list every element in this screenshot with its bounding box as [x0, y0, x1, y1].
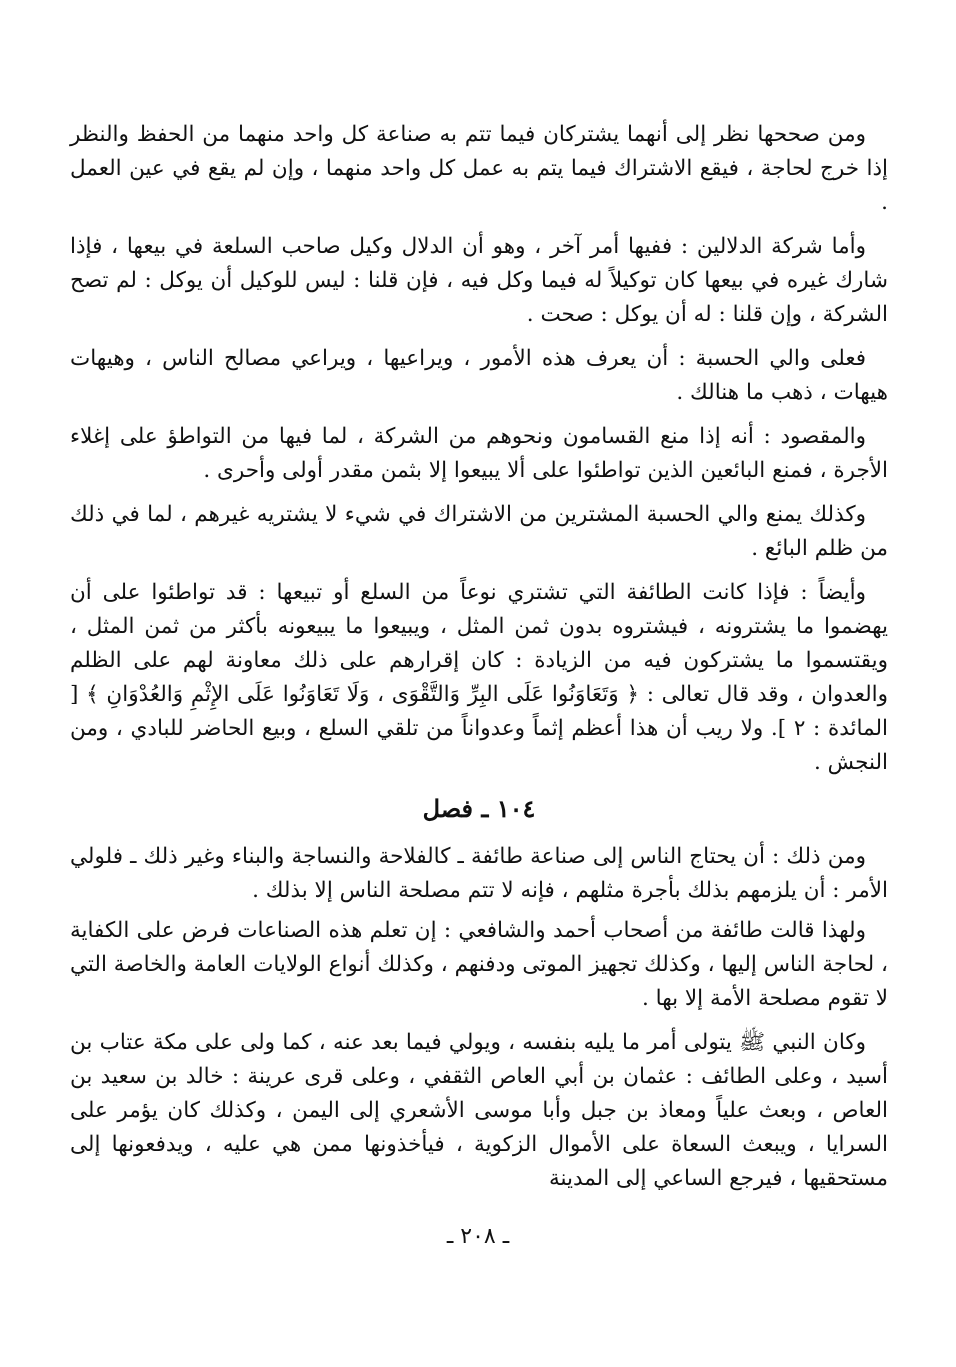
- page-number: ـ ٢٠٨ ـ: [446, 1224, 510, 1249]
- page-body: [70, 118, 888, 1206]
- section-heading: ١٠٤ ـ فصل: [422, 794, 536, 823]
- paragraph-buyers-prevention: وكذلك يمنع والي الحسبة المشترين من الاشتراك في شيء لا يشتريه غيرهم ، لما في ذلك من ظلم البائع .: [70, 502, 888, 561]
- paragraph-prophet-governance: وكان النبي ﷺ يتولى أمر ما يليه بنفسه ، ويولي فيما بعد عنه ، كما ولى على مكة عتاب بن أسيد ، وعلى الطائف : عثمان بن أبي العاص الثقفي ، وعلى قرى عرينة : خالد بن سعيد بن العاص ، وبعث علياً ومعاذ بن جبل وأبا موسى الأشعري إلى اليمن ، وكذلك كان يؤمر على السرايا ، ويبعث السعاة على الأموال الزكوية ، فيأخذونها ممن هي عليه ، ويدفعونها إلى مستحقيها ، فيرجع الساعي إلى المدينة: [70, 1030, 888, 1191]
- paragraph-hisba-duty: فعلى والي الحسبة : أن يعرف هذه الأمور ، ويراعيها ، ويراعي مصالح الناس ، وهيهات هيهات ، ذهب ما هنالك .: [70, 346, 888, 405]
- paragraph-brokers-partnership: وأما شركة الدلالين : ففيها أمر آخر ، وهو أن الدلال وكيل صاحب السلعة في بيعها ، فإذا شارك غيره في بيعها كان توكيلاً له فيما وكل فيه ، فإن قلنا : ليس للوكيل أن يوكل : لم تصح الشركة ، وإن قلنا : له أن يوكل : صحت .: [70, 234, 888, 327]
- paragraph-collective-duty: ولهذا قالت طائفة من أصحاب أحمد والشافعي : إن تعلم هذه الصناعات فرض على الكفاية ، لحاجة الناس إليها ، وكذلك تجهيز الموتى ودفنهم ، وكذلك أنواع الولايات العامة والخاصة التي لا تقوم مصلحة الأمة إلا بها .: [70, 918, 888, 1011]
- paragraph-purpose: والمقصود : أنه إذا منع القسامون ونحوهم من الشركة ، لما فيها من التواطؤ على إغلاء الأجرة ، فمنع البائعين الذين تواطئوا على ألا يبيعوا إلا بثمن مقدر أولى وأحرى .: [70, 424, 888, 483]
- paragraph-crafts-obligation: ومن ذلك : أن يحتاج الناس إلى صناعة طائفة ـ كالفلاحة والنساجة والبناء وغير ذلك ـ فلولي الأمر : أن يلزمهم بذلك بأجرة مثلهم ، فإنه لا تتم مصلحة الناس إلا بذلك .: [70, 844, 888, 903]
- paragraph-collusion: وأيضاً : فإذا كانت الطائفة التي تشتري نوعاً من السلع أو تبيعها : قد تواطئوا على أن يهضموا ما يشترونه ، فيشتروه بدون ثمن المثل ، ويبيعوا ما يبيعونه بأكثر من ثمن المثل ، ويقتسموا ما يشتركون فيه من الزيادة : كان إقرارهم على ذلك معاونة لهم على الظلم والعدوان ، وقد قال تعالى : ﴿ وَتَعَاوَنُوا عَلَى البِرِّ وَالتَّقْوَى ، وَلَا تَعَاوَنُوا عَلَى الإِثْمِ وَالعُدْوَانِ ﴾ [ المائدة : ٢ ]. ولا ريب أن هذا أعظم إثماً وعدواناً من تلقي السلع ، وبيع الحاضر للبادي ، ومن النجش .: [70, 580, 888, 775]
- paragraph-partnership-validity: ومن صححها نظر إلى أنهما يشتركان فيما تتم به صناعة كل واحد منهما من الحفظ والنظر إذا خرج لحاجة ، فيقع الاشتراك فيما يتم به عمل كل واحد منهما ، وإن لم يقع في عين العمل .: [70, 122, 888, 215]
